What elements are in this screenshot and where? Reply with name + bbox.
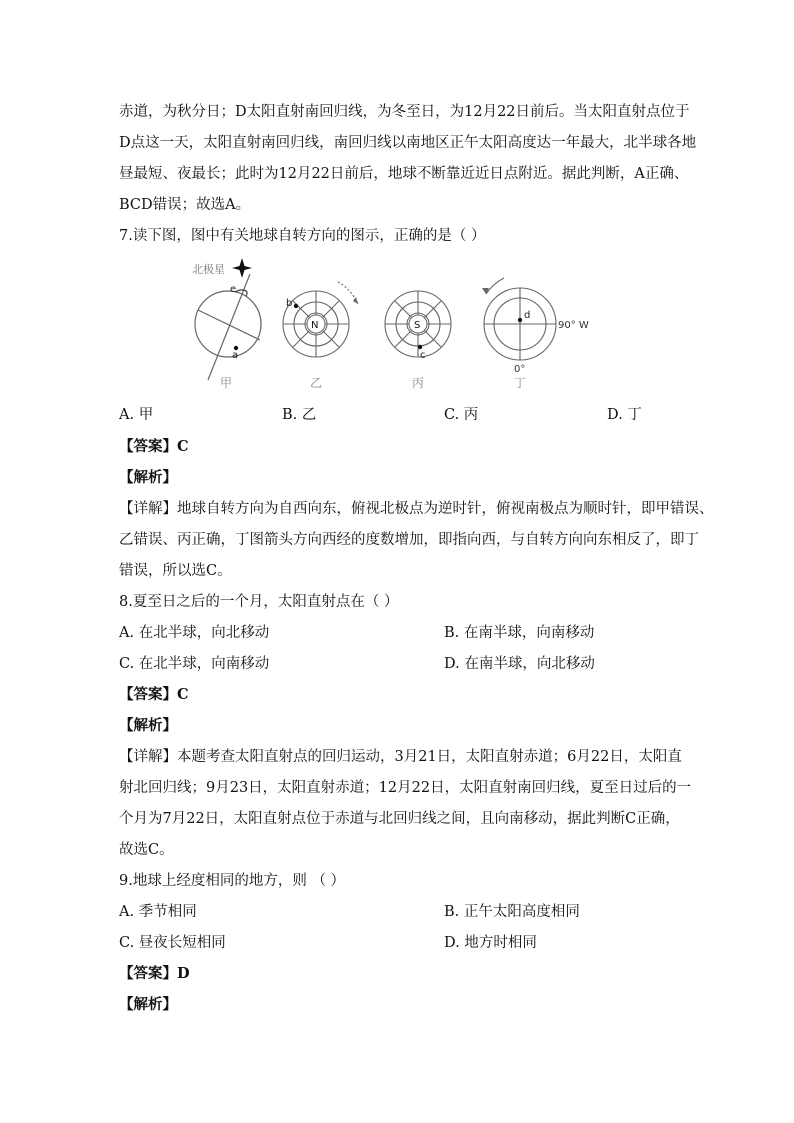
detail-line: 【详解】本题考查太阳直射点的回归运动，3月21日，太阳直射赤道；6月22日，太阳直 xyxy=(119,749,682,765)
pole-s-label: S xyxy=(414,320,421,331)
analysis-title-q8: 【解析】 xyxy=(119,717,177,734)
detail-line: 乙错误、丙正确，丁图箭头方向西经的度数增加，即指向西，与自转方向向东相反了，即丁 xyxy=(119,532,699,548)
point-b xyxy=(294,304,298,308)
paragraph-line: BCD错误；故选A。 xyxy=(119,197,251,213)
label-a: a xyxy=(232,350,239,361)
option-b: B. 乙 xyxy=(282,407,317,423)
detail-line: 射北回归线；9月23日，太阳直射赤道；12月22日，太阳直射南回归线，夏至日过后的一 xyxy=(119,780,692,796)
caption-ding: 丁 xyxy=(514,376,527,390)
label-c: c xyxy=(420,350,426,361)
question-8-stem: 8.夏至日之后的一个月，太阳直射点在（ ） xyxy=(119,594,399,610)
answer-q9: 【答案】D xyxy=(119,965,190,982)
option-a: A. 甲 xyxy=(119,407,154,423)
answer-q8: 【答案】C xyxy=(119,686,189,703)
caption-yi: 乙 xyxy=(310,376,323,390)
caption-bing: 丙 xyxy=(412,376,425,390)
option-d: D. 地方时相同 xyxy=(444,935,537,951)
label-d: d xyxy=(524,310,531,321)
lon-label-90w: 90° W xyxy=(558,320,589,331)
earth-rotation-figure xyxy=(186,254,606,394)
paragraph-line: 昼最短、夜最长；此时为12月22日前后，地球不断靠近近日点附近。据此判断，A正确、 xyxy=(119,166,689,182)
question-9-stem: 9.地球上经度相同的地方，则 （ ） xyxy=(119,873,346,889)
polaris-label: 北极星 xyxy=(192,263,225,276)
detail-line: 故选C。 xyxy=(119,842,174,858)
option-d: D. 丁 xyxy=(607,407,642,423)
paragraph-line: D点这一天，太阳直射南回归线，南回归线以南地区正午太阳高度达一年最大，北半球各地 xyxy=(119,135,697,151)
analysis-title-q9: 【解析】 xyxy=(119,996,177,1013)
detail-line: 【详解】地球自转方向为自西向东，俯视北极点为逆时针，俯视南极点为顺时针，即甲错误、 xyxy=(119,501,714,517)
analysis-title-q7: 【解析】 xyxy=(119,469,177,486)
option-b: B. 在南半球，向南移动 xyxy=(444,625,595,641)
pole-n-label: N xyxy=(311,320,319,331)
label-e: e xyxy=(230,284,237,295)
question-7-stem: 7.读下图，图中有关地球自转方向的图示，正确的是（ ） xyxy=(119,228,486,244)
option-d: D. 在南半球，向北移动 xyxy=(444,656,595,672)
option-c: C. 昼夜长短相同 xyxy=(119,935,226,951)
label-b: b xyxy=(286,298,293,309)
option-c: C. 在北半球，向南移动 xyxy=(119,656,270,672)
answer-q7: 【答案】C xyxy=(119,438,189,455)
option-a: A. 季节相同 xyxy=(119,904,197,920)
lon-label-0: 0° xyxy=(514,364,526,375)
point-d xyxy=(518,318,522,322)
detail-line: 错误，所以选C。 xyxy=(119,563,232,579)
option-a: A. 在北半球，向北移动 xyxy=(119,625,270,641)
option-b: B. 正午太阳高度相同 xyxy=(444,904,580,920)
paragraph-line: 赤道，为秋分日；D太阳直射南回归线，为冬至日，为12月22日前后。当太阳直射点位于 xyxy=(119,104,690,120)
detail-line: 个月为7月22日，太阳直射点位于赤道与北回归线之间，且向南移动，据此判断C正确， xyxy=(119,811,680,827)
caption-jia: 甲 xyxy=(220,376,233,390)
point-c xyxy=(418,345,422,349)
diagram-jia xyxy=(195,274,261,380)
arrow-icon xyxy=(353,297,358,304)
option-c: C. 丙 xyxy=(444,407,479,423)
